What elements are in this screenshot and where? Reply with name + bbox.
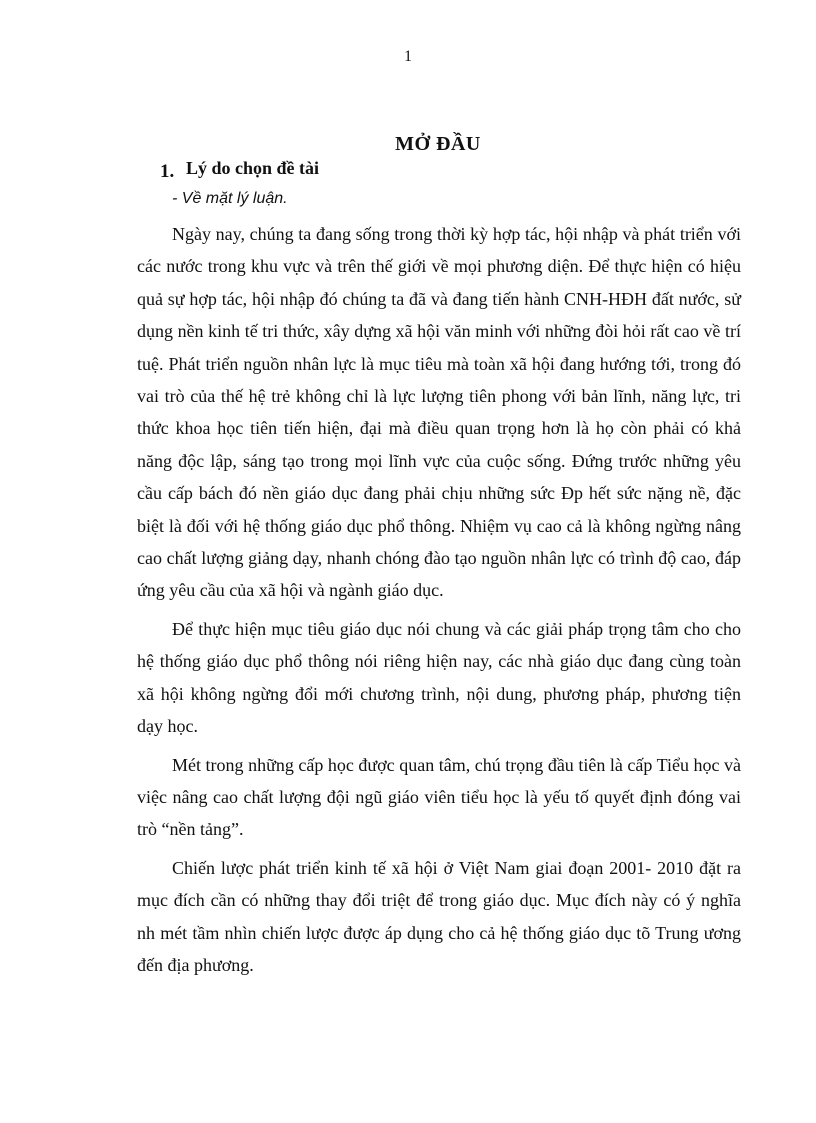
paragraph: Ngày nay, chúng ta đang sống trong thời kỳ hợp tác, hội nhập và phát triển với các nước trong khu vực và trên thế giới về mọi phương diện. Để thực hiện có hiệu quả sự hợp tác, hội nhập đó chúng ta đã và đang tiến hành CNH-HĐH đất nước, sử dụng nền kinh tế tri thức, xây dựng xã hội văn minh với những đòi hỏi rất cao về trí tuệ. Phát triển nguồn nhân lực là mục tiêu mà toàn xã hội đang hướng tới, trong đó vai trò của thế hệ trẻ không chỉ là lực lượng tiên phong với bản lĩnh, năng lực, tri thức khoa học tiên tiến hiện, đại mà điều quan trọng hơn là họ còn phải có khả năng độc lập, sáng tạo trong mọi lĩnh vực của cuộc sống. Đứng trước những yêu cầu cấp bách đó nền giáo dục đang phải chịu những sức Đp hết sức nặng nề, đặc biệt là đối với hệ thống giáo dục phổ thông. Nhiệm vụ cao cả là không ngừng nâng cao chất lượng giảng dạy, nhanh chóng đào tạo nguồn nhân lực có trình độ cao, đáp ứng yêu cầu của xã hội và ngành giáo dục. bbox=[137, 224, 741, 601]
section-number: 1. bbox=[160, 161, 175, 182]
section-heading-text: Lý do chọn đề tài bbox=[186, 158, 320, 178]
body-text bbox=[137, 218, 741, 981]
page-number: 1 bbox=[404, 48, 412, 65]
section-heading bbox=[160, 158, 319, 180]
paragraph: Mét trong những cấp học được quan tâm, chú trọng đầu tiên là cấp Tiểu học và việc nâng cao chất lượng đội ngũ giáo viên tiểu học là yếu tố quyết định đóng vai trò “nền tảng”. bbox=[137, 754, 741, 840]
paragraph: Chiến lược phát triển kinh tế xã hội ở Việt Nam giai đoạn 2001- 2010 đặt ra mục đích cần có những thay đổi triệt để trong giáo dục. Mục đích này có ý nghĩa nh mét tầm nhìn chiến lược được áp dụng cho cả hệ thống giáo dục tõ Trung ương đến địa phương. bbox=[137, 857, 741, 975]
subheading: - Về mặt lý luận. bbox=[172, 190, 288, 207]
page-title: MỞ ĐẦU bbox=[395, 133, 481, 155]
paragraph: Để thực hiện mục tiêu giáo dục nói chung và các giải pháp trọng tâm cho cho hệ thống giáo dục phổ thông nói riêng hiện nay, các nhà giáo dục đang cùng toàn xã hội không ngừng đổi mới chương trình, nội dung, phương pháp, phương tiện dạy học. bbox=[137, 618, 741, 737]
